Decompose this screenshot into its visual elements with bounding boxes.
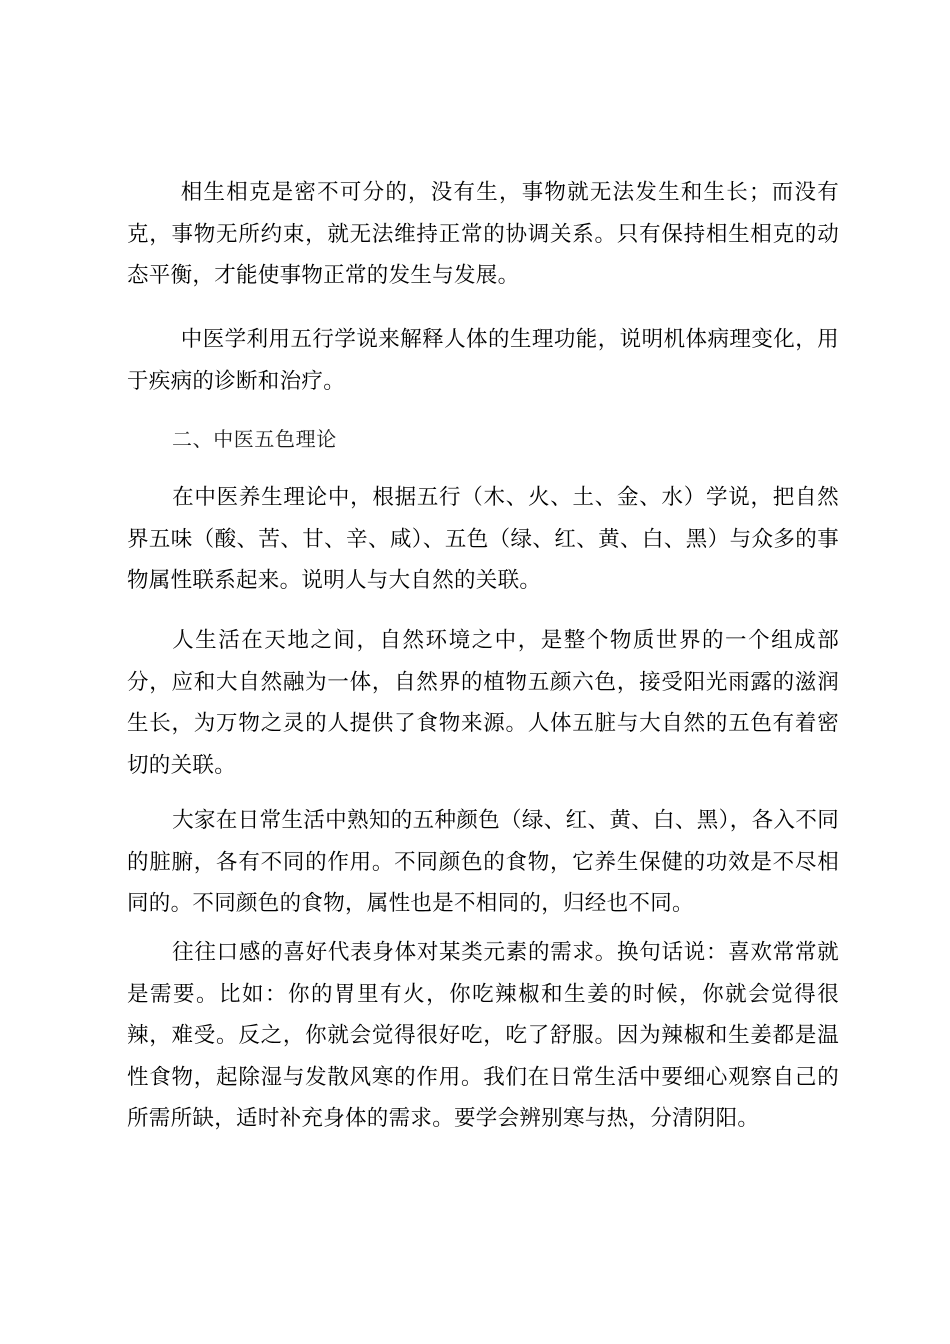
paragraph-sheng-ke-balance: 相生相克是密不可分的，没有生，事物就无法发生和生长；而没有克，事物无所约束，就无法维持正常的协调关系。只有保持相生相克的动态平衡，才能使事物正常的发生与发展。 (127, 180, 839, 288)
paragraph-five-colors-organs: 大家在日常生活中熟知的五种颜色（绿、红、黄、白、黑），各入不同的脏腑，各有不同的作用。不同颜色的食物，它养生保健的功效是不尽相同的。不同颜色的食物，属性也是不相同的，归经也不同。 (127, 808, 839, 916)
paragraph-tcm-five-elements: 中医学利用五行学说来解释人体的生理功能，说明机体病理变化，用于疾病的诊断和治疗。 (127, 327, 839, 394)
paragraph-taste-preference: 往往口感的喜好代表身体对某类元素的需求。换句话说：喜欢常常就是需要。比如：你的胃里有火，你吃辣椒和生姜的时候，你就会觉得很辣，难受。反之，你就会觉得很好吃，吃了舒服。因为辣椒和生姜都是温性食物，起除湿与发散风寒的作用。我们在日常生活中要细心观察自己的所需所缺，适时补充身体的需求。要学会辨别寒与热，分清阴阳。 (127, 940, 839, 1131)
paragraph-nature-harmony: 人生活在天地之间，自然环境之中，是整个物质世界的一个组成部分，应和大自然融为一体，自然界的植物五颜六色，接受阳光雨露的滋润生长，为万物之灵的人提供了食物来源。人体五脏与大自然的五色有着密切的关联。 (127, 628, 839, 778)
paragraph-five-flavors-colors: 在中医养生理论中，根据五行（木、火、土、金、水）学说，把自然界五味（酸、苦、甘、辛、咸）、五色（绿、红、黄、白、黑）与众多的事物属性联系起来。说明人与大自然的关联。 (127, 485, 839, 593)
section-heading: 二、中医五色理论 (172, 427, 337, 451)
